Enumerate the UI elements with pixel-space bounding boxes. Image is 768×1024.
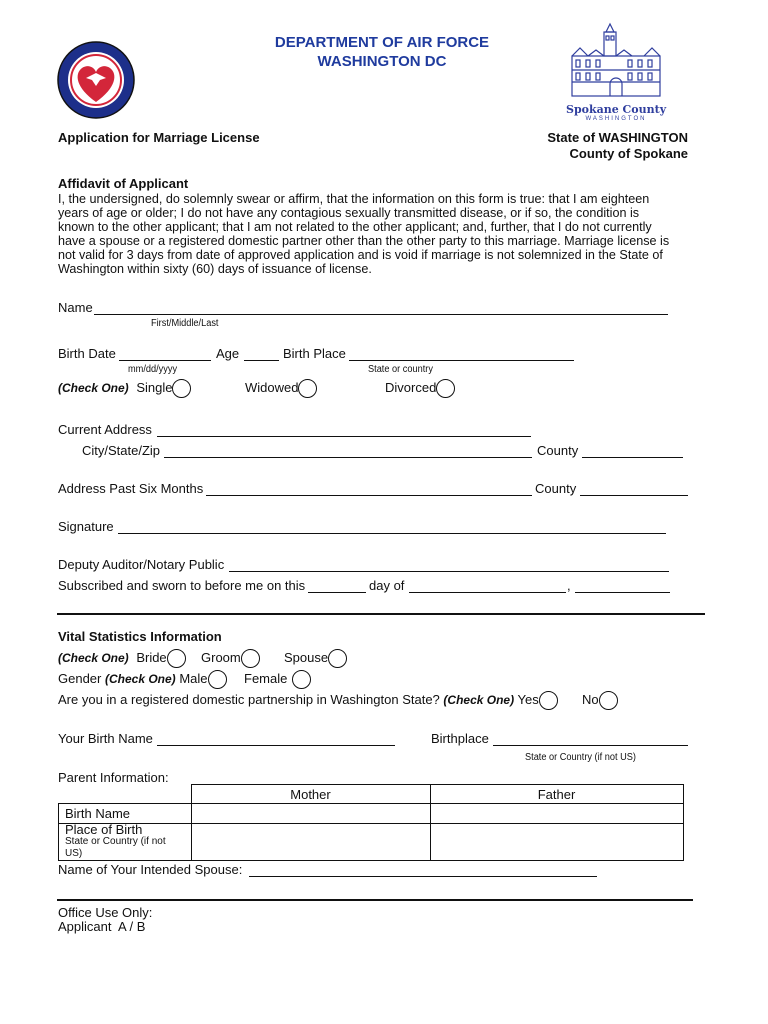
bride-label: Bride <box>136 650 167 665</box>
subscribed-day-field[interactable] <box>308 592 366 593</box>
name-hint: First/Middle/Last <box>151 318 219 329</box>
table-header-father: Father <box>430 785 683 804</box>
birth-place-label: Birth Place <box>283 346 346 361</box>
mother-place-of-birth-cell[interactable] <box>191 824 430 861</box>
affidavit-heading: Affidavit of Applicant <box>58 176 189 191</box>
age-label: Age <box>216 346 240 361</box>
affidavit-line: I, the undersigned, do solemnly swear or affirm, that the information on this form is true: that I am eighteen <box>58 192 650 206</box>
deputy-label: Deputy Auditor/Notary Public <box>58 557 225 572</box>
female-option <box>244 669 311 689</box>
single-label: Single <box>136 380 173 395</box>
yes-radio[interactable] <box>539 691 558 710</box>
bride-radio[interactable] <box>167 649 186 668</box>
affidavit-line: known to the other applicant; that I am not related to the other applicant; and, further, that I do not currently <box>58 220 652 234</box>
birth-date-hint: mm/dd/yyyy <box>128 364 178 375</box>
partnership-question: Are you in a registered domestic partnership in Washington State? <box>58 692 440 707</box>
county-field-1[interactable] <box>582 457 683 458</box>
no-option <box>582 690 618 710</box>
groom-option <box>201 648 260 668</box>
air-force-seal-logo <box>56 40 136 120</box>
vital-heading: Vital Statistics Information <box>58 629 222 644</box>
day-of-label: day of <box>369 578 405 593</box>
table-header-row <box>59 785 684 804</box>
county-label-2: County <box>535 481 577 496</box>
form-title: Application for Marriage License <box>58 130 260 145</box>
birthplace-hint: State or Country (if not US) <box>525 752 636 763</box>
section-divider <box>57 613 705 615</box>
signature-field[interactable] <box>118 533 666 534</box>
widowed-radio[interactable] <box>298 379 317 398</box>
current-address-field[interactable] <box>157 436 531 437</box>
subscribed-month-field[interactable] <box>409 592 566 593</box>
parent-info-label: Parent Information: <box>58 770 169 785</box>
parent-info-table <box>58 784 684 861</box>
male-radio[interactable] <box>208 670 227 689</box>
current-address-label: Current Address <box>58 422 152 437</box>
birth-name-field[interactable] <box>157 745 395 746</box>
spokane-county-logo <box>566 22 666 122</box>
affidavit-line: have a spouse or a registered domestic partner other than the other party to this marriage. Marriage license is <box>58 234 670 248</box>
mother-birth-name-cell[interactable] <box>191 804 430 824</box>
name-label: Name <box>58 300 93 315</box>
gender-row <box>58 669 227 689</box>
affidavit-text <box>58 192 669 276</box>
signature-label: Signature <box>58 519 114 534</box>
spouse-option <box>284 648 347 668</box>
birth-place-field[interactable] <box>349 360 574 361</box>
county-logo-name: Spokane County <box>566 103 667 116</box>
role-row <box>58 648 186 668</box>
affidavit-line: Washington within sixty (60) days of issuance of license. <box>58 262 372 276</box>
birthplace-label: Birthplace <box>431 731 489 746</box>
county-field-2[interactable] <box>580 495 688 496</box>
table-corner-cell <box>59 785 192 804</box>
subscribed-label: Subscribed and sworn to before me on this <box>58 578 306 593</box>
place-of-birth-hint: State or Country (if not US) <box>65 836 166 859</box>
comma-label: , <box>567 578 571 593</box>
groom-radio[interactable] <box>241 649 260 668</box>
affidavit-line: not valid for 3 days from date of approved application and is void if marriage is not solemnized in the State of <box>58 248 663 262</box>
address-past-field[interactable] <box>206 495 532 496</box>
spouse-label: Spouse <box>284 650 329 665</box>
city-state-zip-field[interactable] <box>164 457 532 458</box>
yes-label: Yes <box>517 692 539 707</box>
intended-spouse-label: Name of Your Intended Spouse: <box>58 862 243 877</box>
table-header-mother: Mother <box>191 785 430 804</box>
table-row <box>59 824 684 861</box>
female-radio[interactable] <box>292 670 311 689</box>
row-label-birth-name: Birth Name <box>59 804 192 824</box>
county-label: County of Spokane <box>569 146 688 161</box>
address-past-label: Address Past Six Months <box>58 481 204 496</box>
divorced-option <box>385 378 455 398</box>
check-one-label: (Check One) <box>58 381 129 395</box>
marital-status-row <box>58 378 191 398</box>
intended-spouse-field[interactable] <box>249 876 597 877</box>
subscribed-year-field[interactable] <box>575 592 670 593</box>
birth-name-label: Your Birth Name <box>58 731 153 746</box>
city-state-zip-label: City/State/Zip <box>82 443 161 458</box>
gender-label: Gender <box>58 671 102 686</box>
father-birth-name-cell[interactable] <box>430 804 683 824</box>
deputy-field[interactable] <box>229 571 669 572</box>
father-place-of-birth-cell[interactable] <box>430 824 683 861</box>
divorced-label: Divorced <box>385 380 437 395</box>
divorced-radio[interactable] <box>436 379 455 398</box>
male-label: Male <box>179 671 208 686</box>
no-radio[interactable] <box>599 691 618 710</box>
no-label: No <box>582 692 599 707</box>
applicant-label: Applicant A / B <box>58 919 146 934</box>
county-label-1: County <box>537 443 579 458</box>
affidavit-line: years of age or older; I do not have any contagious sexually transmitted disease, or if so, the condition is <box>58 206 640 220</box>
partnership-row <box>58 690 558 710</box>
office-divider <box>57 899 693 901</box>
single-radio[interactable] <box>172 379 191 398</box>
name-field[interactable] <box>94 314 668 315</box>
widowed-option <box>245 378 317 398</box>
widowed-label: Widowed <box>245 380 299 395</box>
birth-place-hint: State or country <box>368 364 433 375</box>
birth-date-label: Birth Date <box>58 346 116 361</box>
county-logo-state: WASHINGTON <box>585 116 647 122</box>
gender-check-one: (Check One) <box>105 672 176 686</box>
department-title: DEPARTMENT OF AIR FORCE <box>274 34 490 51</box>
place-of-birth-text: Place of Birth <box>65 822 143 837</box>
spouse-radio[interactable] <box>328 649 347 668</box>
air-force-seal-icon <box>56 40 136 120</box>
age-field[interactable] <box>244 360 279 361</box>
table-row <box>59 804 684 824</box>
role-check-one: (Check One) <box>58 651 129 665</box>
office-use-label: Office Use Only: <box>58 905 153 920</box>
courthouse-icon <box>566 22 666 100</box>
birthplace-field[interactable] <box>493 745 688 746</box>
partnership-check-one: (Check One) <box>443 693 515 707</box>
female-label: Female <box>244 671 288 686</box>
row-label-place-of-birth <box>59 824 192 861</box>
birth-date-field[interactable] <box>119 360 211 361</box>
department-location: WASHINGTON DC <box>317 53 447 70</box>
groom-label: Groom <box>201 650 241 665</box>
state-label: State of WASHINGTON <box>547 130 688 145</box>
